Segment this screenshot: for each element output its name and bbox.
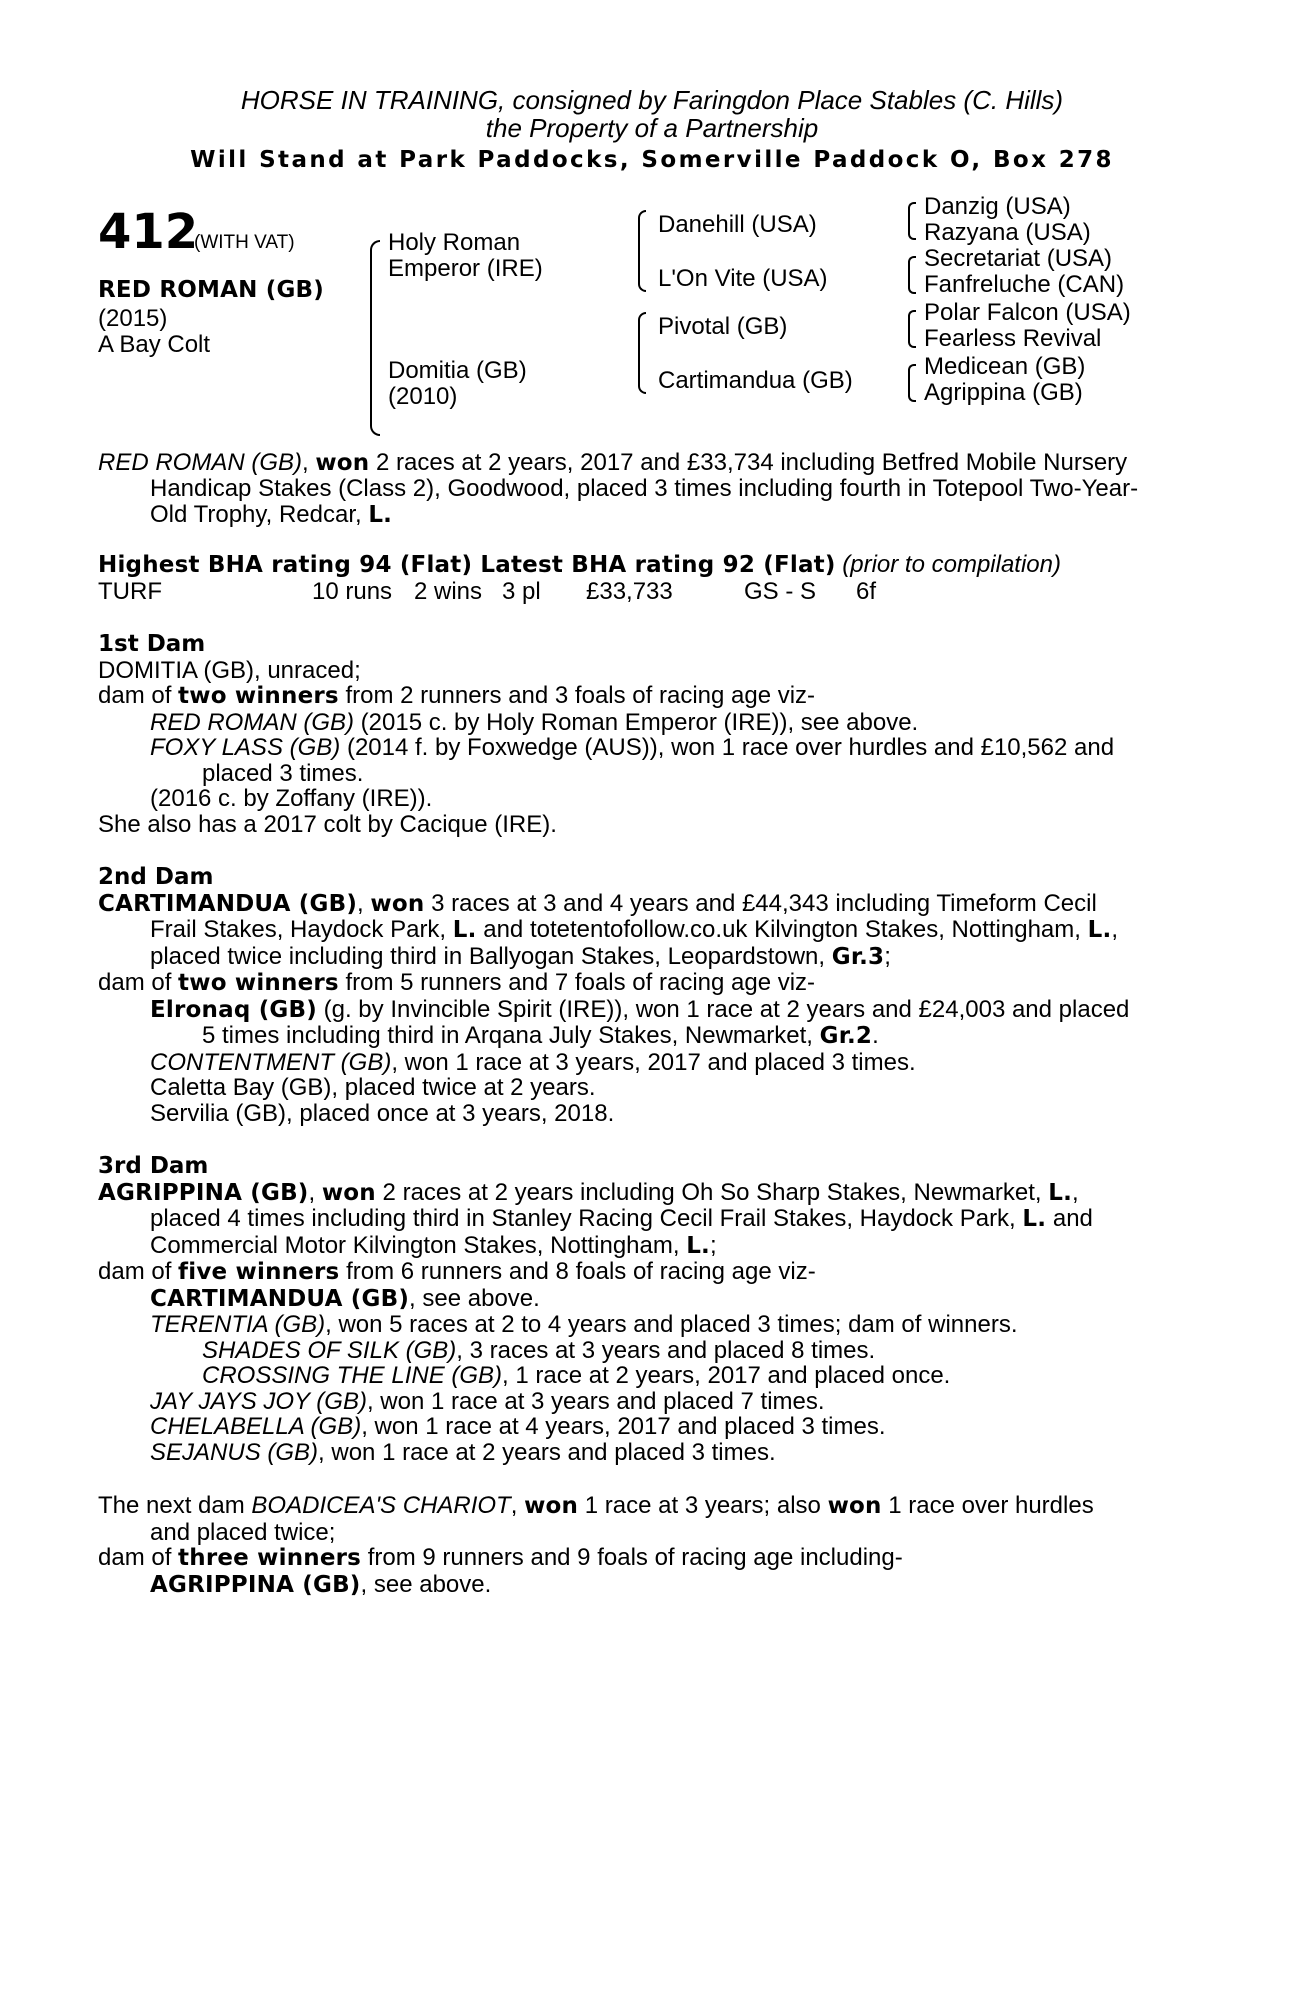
stand-location: Will Stand at Park Paddocks, Somerville Paddock O, Box 278: [190, 147, 1114, 173]
progeny-name: CARTIMANDUA (GB): [150, 1285, 410, 1312]
next-dam-section: The next dam BOADICEA'S CHARIOT, won 1 race at 3 years; also won 1 race over hurdles and placed twice; dam of three winners from 9 runners and 9 foals of racing age including- AGRIPPINA (GB), see above.: [98, 1492, 1094, 1598]
record-text: Old Trophy, Redcar,: [150, 500, 369, 528]
pedigree-bracket: [638, 210, 646, 292]
progeny-name: TERENTIA (GB): [150, 1311, 326, 1338]
record-text: 2 races at 2 years, 2017 and £33,734 including Betfred Mobile Nursery: [369, 448, 1128, 476]
pedigree-bracket: [638, 312, 646, 394]
pedigree-bracket: [370, 240, 380, 436]
progeny-name: CHELABELLA (GB): [150, 1413, 362, 1440]
rating-note: (prior to compilation): [842, 551, 1061, 578]
sire-line1: Holy Roman: [388, 228, 521, 256]
placed: 3 pl: [502, 577, 541, 605]
progeny-name: SEJANUS (GB): [150, 1438, 319, 1466]
ssd-name: Razyana (USA): [924, 218, 1091, 246]
progeny-name: Elronaq (GB): [150, 996, 317, 1023]
dam-name: CARTIMANDUA (GB): [98, 890, 358, 917]
horse-description: A Bay Colt: [98, 330, 211, 358]
dam-line2: (2010): [388, 382, 458, 410]
sire-line2: Emperor (IRE): [388, 254, 543, 282]
progeny-name: CROSSING THE LINE (GB): [202, 1362, 503, 1389]
section-heading: 2nd Dam: [98, 864, 214, 890]
pedigree-block: [98, 192, 1206, 440]
sss-name: Danzig (USA): [924, 192, 1071, 220]
dam-line: DOMITIA (GB), unraced;: [98, 656, 361, 684]
lot-number: 412: [98, 203, 199, 260]
third-dam-section: 3rd Dam AGRIPPINA (GB), won 2 races at 2 years including Oh So Sharp Stakes, Newmarket, L., placed 4 times including third in Stanley Racing Cecil Frail Stakes, Haydock Park, L. and Commercial Motor Kilvington Stakes, Nottingham, L.; dam of five winners from 6 runners and 8 foals of racing age viz- CARTIMANDUA (GB), see above. TERENTIA (GB), won 5 races at 2 to 4 years and placed 3 times; dam of winners. SHADES OF SILK (GB), 3 races at 3 years and placed 8 times. CROSSING THE LINE (GB), 1 race at 2 years, 2017 and placed once. JAY JAYS JOY (GB), won 1 race at 3 years and placed 7 times. CHELABELLA (GB), won 1 race at 4 years, 2017 and placed 3 times. SEJANUS (GB), won 1 race at 2 years and placed 3 times.: [98, 1154, 1206, 1465]
turf-record: [98, 579, 1206, 605]
progeny-name: SHADES OF SILK (GB): [202, 1336, 457, 1364]
runs: 10 runs: [312, 577, 393, 605]
rating-block: [98, 552, 1206, 604]
wins: 2 wins: [414, 577, 483, 605]
progeny-name: FOXY LASS (GB): [150, 734, 341, 761]
ddd-name: Agrippina (GB): [924, 378, 1083, 406]
sds-name: Secretariat (USA): [924, 244, 1113, 272]
dsd-name: Fearless Revival: [924, 324, 1102, 352]
dss-name: Polar Falcon (USA): [924, 298, 1131, 326]
sire-dam: L'On Vite (USA): [658, 264, 828, 292]
dam-dam: Cartimandua (GB): [658, 366, 853, 394]
vat-note: (WITH VAT): [194, 231, 295, 253]
record-horse-name: RED ROMAN (GB): [98, 448, 302, 476]
horse-name: RED ROMAN (GB): [98, 276, 324, 303]
listed-label: L.: [368, 501, 393, 528]
pedigree-bracket: [908, 256, 916, 294]
section-heading: 3rd Dam: [98, 1153, 209, 1179]
dam-sire: Pivotal (GB): [658, 312, 788, 340]
first-dam-section: 1st Dam DOMITIA (GB), unraced; dam of two winners from 2 runners and 3 foals of racing age viz- RED ROMAN (GB) (2015 c. by Holy Roman Emperor (IRE)), see above. FOXY LASS (GB) (2014 f. by Foxwedge (AUS)), won 1 race over hurdles and £10,562 and placed 3 times. (2016 c. by Zoffany (IRE)). She also has a 2017 colt by Cacique (IRE).: [98, 632, 1206, 837]
bha-ratings: Highest BHA rating 94 (Flat) Latest BHA rating 92 (Flat): [98, 552, 836, 578]
progeny-name: CONTENTMENT (GB): [150, 1048, 392, 1076]
dam-line1: Domitia (GB): [388, 356, 527, 384]
progeny-name: RED ROMAN (GB): [150, 708, 354, 736]
second-dam-section: 2nd Dam CARTIMANDUA (GB), won 3 races at 3 and 4 years and £44,343 including Timeform Cecil Frail Stakes, Haydock Park, L. and totetentofollow.co.uk Kilvington Stakes, Nottingham, L., placed twice including third in Ballyogan Stakes, Leopardstown, Gr.3; dam of two winners from 5 runners and 7 foals of racing age viz- Elronaq (GB) (g. by Invincible Spirit (IRE)), won 1 race at 2 years and £24,003 and placed 5 times including third in Arqana July Stakes, Newmarket, Gr.2. CONTENTMENT (GB), won 1 race at 3 years, 2017 and placed 3 times. Caletta Bay (GB), placed twice at 2 years. Servilia (GB), placed once at 3 years, 2018.: [98, 865, 1206, 1126]
consignor-line: HORSE IN TRAINING, consigned by Faringdon Place Stables (C. Hills): [240, 85, 1064, 115]
surface: TURF: [98, 577, 162, 605]
pedigree-bracket: [908, 364, 916, 402]
earnings: £33,733: [586, 577, 673, 605]
going: GS - S: [744, 577, 817, 605]
horse-year: (2015): [98, 304, 168, 332]
property-line: the Property of a Partnership: [485, 113, 819, 143]
progeny-name: AGRIPPINA (GB): [150, 1571, 361, 1598]
pedigree-bracket: [908, 310, 916, 348]
won-label: won: [315, 449, 370, 476]
dds-name: Medicean (GB): [924, 352, 1086, 380]
race-record: RED ROMAN (GB), won 2 races at 2 years, 2017 and £33,734 including Betfred Mobile Nursery Handicap Stakes (Class 2), Goodwood, placed 3 times including fourth in Totepool Two-Year- Old Trophy, Redcar, L.: [98, 450, 1206, 529]
section-heading: 1st Dam: [98, 631, 206, 657]
catalogue-page: [98, 86, 1206, 1598]
sdd-name: Fanfreluche (CAN): [924, 270, 1125, 298]
sire-sire: Danehill (USA): [658, 210, 817, 238]
distance: 6f: [856, 577, 877, 605]
pedigree-bracket: [908, 202, 916, 240]
dam-name: AGRIPPINA (GB): [98, 1179, 309, 1206]
record-text: Handicap Stakes (Class 2), Goodwood, placed 3 times including fourth in Totepool Two-Year-: [150, 475, 1139, 502]
progeny-name: JAY JAYS JOY (GB): [150, 1387, 367, 1415]
